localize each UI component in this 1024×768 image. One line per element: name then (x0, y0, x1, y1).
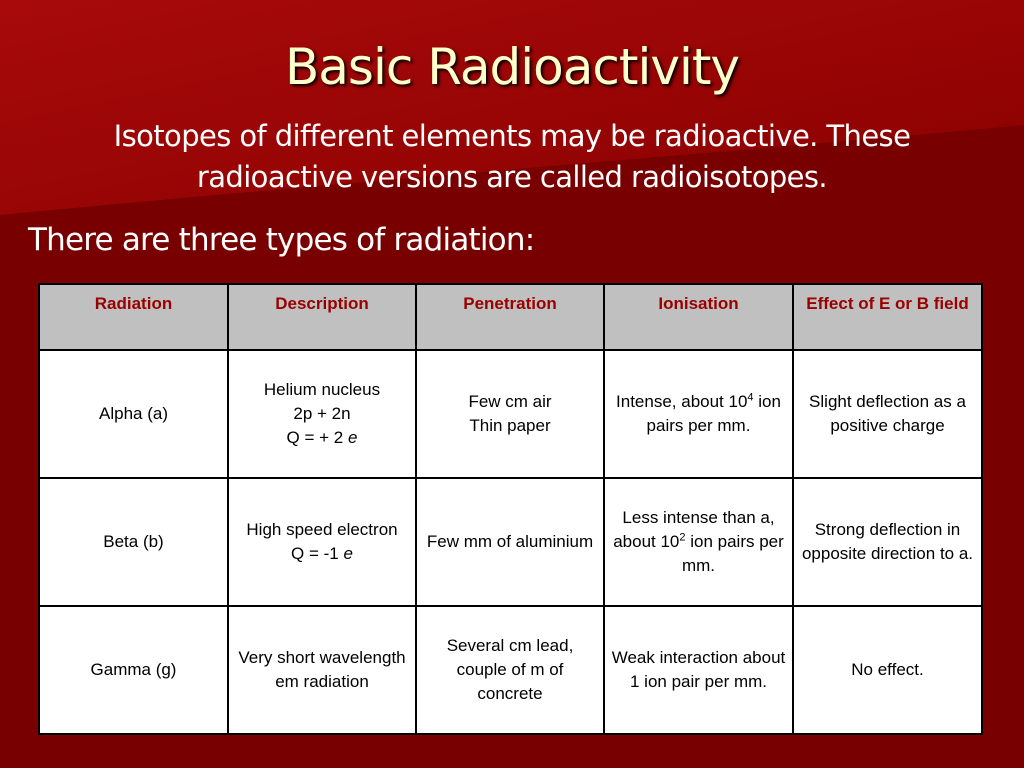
intro-text: There are three types of radiation: (28, 222, 535, 258)
description-line: Helium nucleus (263, 380, 381, 399)
ionisation-exponent: 4 (747, 391, 754, 404)
cell-ionisation: Weak interaction about 1 ion pair per mm. (604, 606, 793, 734)
header-penetration: Penetration (416, 284, 604, 350)
description-line: 2p + 2n (293, 404, 351, 423)
header-effect: Effect of E or B field (793, 284, 982, 350)
header-description: Description (228, 284, 416, 350)
cell-ionisation (604, 478, 793, 606)
table-row (39, 350, 982, 478)
cell-penetration (416, 350, 604, 478)
cell-ionisation (604, 350, 793, 478)
table-row (39, 478, 982, 606)
cell-description: Very short wavelength em radiation (228, 606, 416, 734)
penetration-line: Thin paper (469, 416, 551, 435)
cell-effect: Strong deflection in opposite direction to a. (793, 478, 982, 606)
cell-effect: No effect. (793, 606, 982, 734)
description-line (235, 426, 409, 450)
header-ionisation: Ionisation (604, 284, 793, 350)
cell-penetration: Several cm lead, couple of m of concrete (416, 606, 604, 734)
ionisation-text: Less intense than a, about 10 (613, 508, 775, 551)
charge-text: Q = + 2 (286, 428, 348, 447)
cell-penetration: Few mm of aluminium (416, 478, 604, 606)
cell-radiation: Gamma (g) (39, 606, 228, 734)
table-row (39, 606, 982, 734)
cell-description (228, 478, 416, 606)
ionisation-text: ion pairs per mm. (646, 392, 781, 435)
subtitle-line-2: radioactive versions are called radioisotopes. (196, 160, 828, 194)
charge-symbol: e (347, 428, 358, 447)
charge-symbol: e (343, 544, 353, 563)
header-radiation: Radiation (39, 284, 228, 350)
slide-subtitle (40, 116, 984, 198)
slide-title: Basic Radioactivity (284, 38, 740, 96)
cell-radiation: Alpha (a) (39, 350, 228, 478)
radiation-table (38, 283, 983, 735)
cell-description (228, 350, 416, 478)
subtitle-line-1: Isotopes of different elements may be radioactive. These (113, 119, 911, 153)
cell-radiation: Beta (b) (39, 478, 228, 606)
description-line: High speed electron (246, 520, 398, 539)
ionisation-text: Intense, about 10 (616, 392, 748, 411)
ionisation-text: ion pairs per mm. (681, 532, 784, 575)
ionisation-exponent: 2 (679, 531, 686, 544)
penetration-line: Few cm air (468, 392, 552, 411)
cell-effect: Slight deflection as a positive charge (793, 350, 982, 478)
description-line (235, 542, 409, 566)
charge-text: Q = -1 (291, 544, 344, 563)
table-header-row (39, 284, 982, 350)
